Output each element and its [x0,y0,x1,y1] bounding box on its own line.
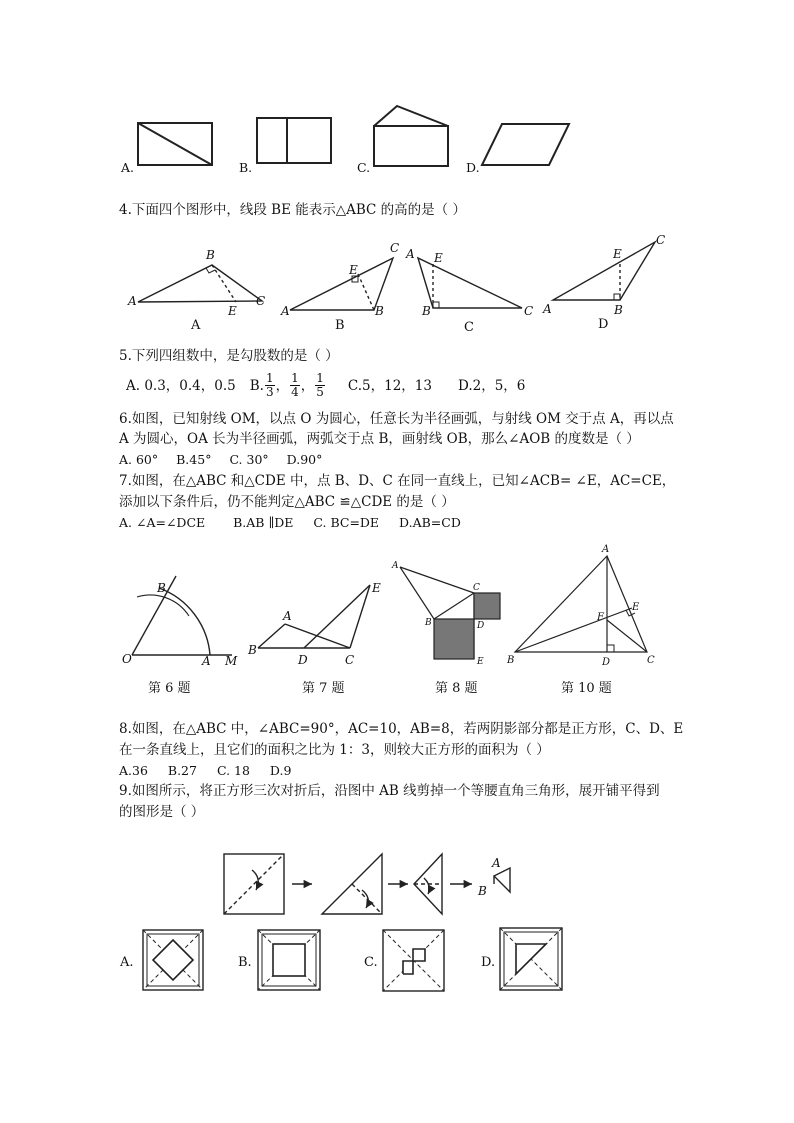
q5-frac-3: $\frac{1}{5}$ [316,371,324,399]
q5-option-b-prefix: B. [249,377,264,394]
q5-options: A. 0.3，0.4，0.5 B. $\frac{1}{3}$ ， $\frac{1}{4}$ ， $\frac{1}{5}$ C.5，12，13 D.2，5，6 [126,371,526,399]
q9-line-2: 的图形是（ ） [119,804,205,820]
q4b-label-c: C [390,241,400,255]
q9-fold-sequence [224,854,510,914]
q6-line-1: 6.如图，已知射线 OM，以点 O 为圆心，任意长为半径画弧，与射线 OM 交于点 A，再以点 [119,411,674,427]
fig6-label-b: B [157,581,166,595]
q9-option-shapes [143,928,562,991]
q6-option-c: C. 30° [229,452,269,467]
q5-frac-1: $\frac{1}{3}$ [265,371,274,399]
q4d-label-b: B [614,303,623,317]
q4c-label-c: C [524,304,534,318]
fig8-label-d: D [477,621,485,631]
q9-option-a-label: A. [120,955,134,970]
q4-question: 4.下面四个图形中，线段 BE 能表示△ABC 的高的是（ ） [119,202,466,218]
q4a-label-c: C [256,294,266,308]
fig7-label-c: C [345,653,355,667]
q8-option-c: C. 18 [216,763,250,778]
fig10-label-f: F [597,612,604,623]
q3-option-a-label: A. [121,160,135,175]
q5-option-a: A. 0.3，0.4，0.5 [126,377,236,394]
fig8-label-e: E [477,657,484,667]
fig10-label-d: D [602,657,611,668]
q4-caption-a: A [191,318,201,333]
q9-option-c-label: C. [364,955,378,970]
q3-shape-a [138,123,212,165]
q4b-label-a: A [281,304,290,318]
q4d-label-e: E [613,247,622,261]
q4a-label-a: A [128,294,137,308]
q7-line-1: 7.如图，在△ABC 和△CDE 中，点 B、D、C 在同一直线上，已知∠ACB= ∠E，AC=CE， [119,473,676,489]
fig10-label-a: A [602,544,610,555]
q7-option-b: B.AB ∥DE [233,515,294,530]
q3-shape-b [257,118,331,163]
q8-options [119,762,291,780]
q6-options [119,451,322,469]
q4c-label-a: A [406,247,415,261]
caption-fig6: 第 6 题 [148,681,191,696]
q3-shape-c [374,106,448,166]
fig7-label-a: A [283,609,292,623]
q9-option-b-label: B. [238,955,252,970]
q5-frac-2: $\frac{1}{4}$ [291,371,299,399]
q7-option-c: C. BC=DE [313,515,380,530]
fig6-label-o: O [122,652,132,666]
q4a-label-e: E [228,304,237,318]
fig7-label-e: E [372,581,381,595]
q9-option-d-label: D. [481,955,496,970]
q4b-label-e: E [349,263,358,277]
q8-option-a: A.36 [119,763,148,778]
figure-row [0,540,794,700]
q3-shapes [0,0,794,190]
q4d-label-c: C [656,233,666,247]
fig10-label-c: C [647,655,655,666]
q4a-label-b: B [206,248,215,262]
q4-caption-d: D [598,317,609,332]
fig7 [258,585,370,648]
q7-options [119,514,461,532]
caption-fig7: 第 7 题 [302,681,345,696]
q6-option-a: A. 60° [119,452,159,467]
q6-option-d: D.90° [286,452,323,467]
q3-option-row [0,0,794,190]
fig8-label-c: C [473,583,480,593]
fig6-label-a: A [202,654,211,668]
q4b-label-b: B [375,304,384,318]
fig6-label-m: M [225,654,238,668]
q9-figures [0,840,794,1020]
fig8 [400,567,500,659]
q8-line-2: 在一条直线上，且它们的面积之比为 1：3，则较大正方形的面积为（ ） [119,742,550,758]
q5-option-c: C.5，12，13 [347,377,432,394]
fig7-label-b: B [248,643,257,657]
caption-fig10: 第 10 题 [561,681,612,696]
q6-option-b: B.45° [176,452,212,467]
caption-fig8: 第 8 题 [435,681,478,696]
q4d-label-a: A [543,302,552,316]
q4c-label-e: E [434,251,443,265]
q3-option-d-label: D. [466,160,480,175]
q4-caption-b: B [335,318,345,333]
q3-shape-d [482,124,569,165]
q6-line-2: A 为圆心，OA 长为半径画弧，两弧交于点 B，画射线 OB，那么∠AOB 的度数是（ ） [119,431,640,447]
fig8-label-a: A [392,561,399,571]
q4c-label-b: B [422,304,431,318]
q7-line-2: 添加以下条件后，仍不能判定△ABC ≌△CDE 的是（ ） [119,494,455,510]
fig6 [132,576,232,655]
fig10 [515,556,647,652]
fig10-label-e: E [632,602,640,613]
q3-option-b-label: B. [239,160,253,175]
q5-question: 5.下列四组数中，是勾股数的是（ ） [119,348,339,364]
q8-line-1: 8.如图，在△ABC 中，∠ABC=90°，AC=10，AB=8，若两阴影部分都是正方形，C、D、E [119,721,684,737]
q9-label-b: B [478,884,487,898]
q7-option-d: D.AB=CD [399,515,461,530]
q4-caption-c: C [464,320,474,335]
q9-line-1: 9.如图所示，将正方形三次对折后，沿图中 AB 线剪掉一个等腰直角三角形，展开铺平得到 [119,783,660,799]
q8-option-b: B.27 [167,763,197,778]
q9-label-a: A [492,856,501,870]
fig7-label-d: D [298,653,308,667]
fig10-label-b: B [507,655,515,666]
q3-option-c-label: C. [357,160,371,175]
fig8-label-b: B [425,618,432,628]
q8-option-d: D.9 [269,763,292,778]
q4-figures [0,228,794,348]
q7-option-a: A. ∠A=∠DCE [119,515,206,530]
q5-option-d: D.2，5，6 [457,377,526,394]
